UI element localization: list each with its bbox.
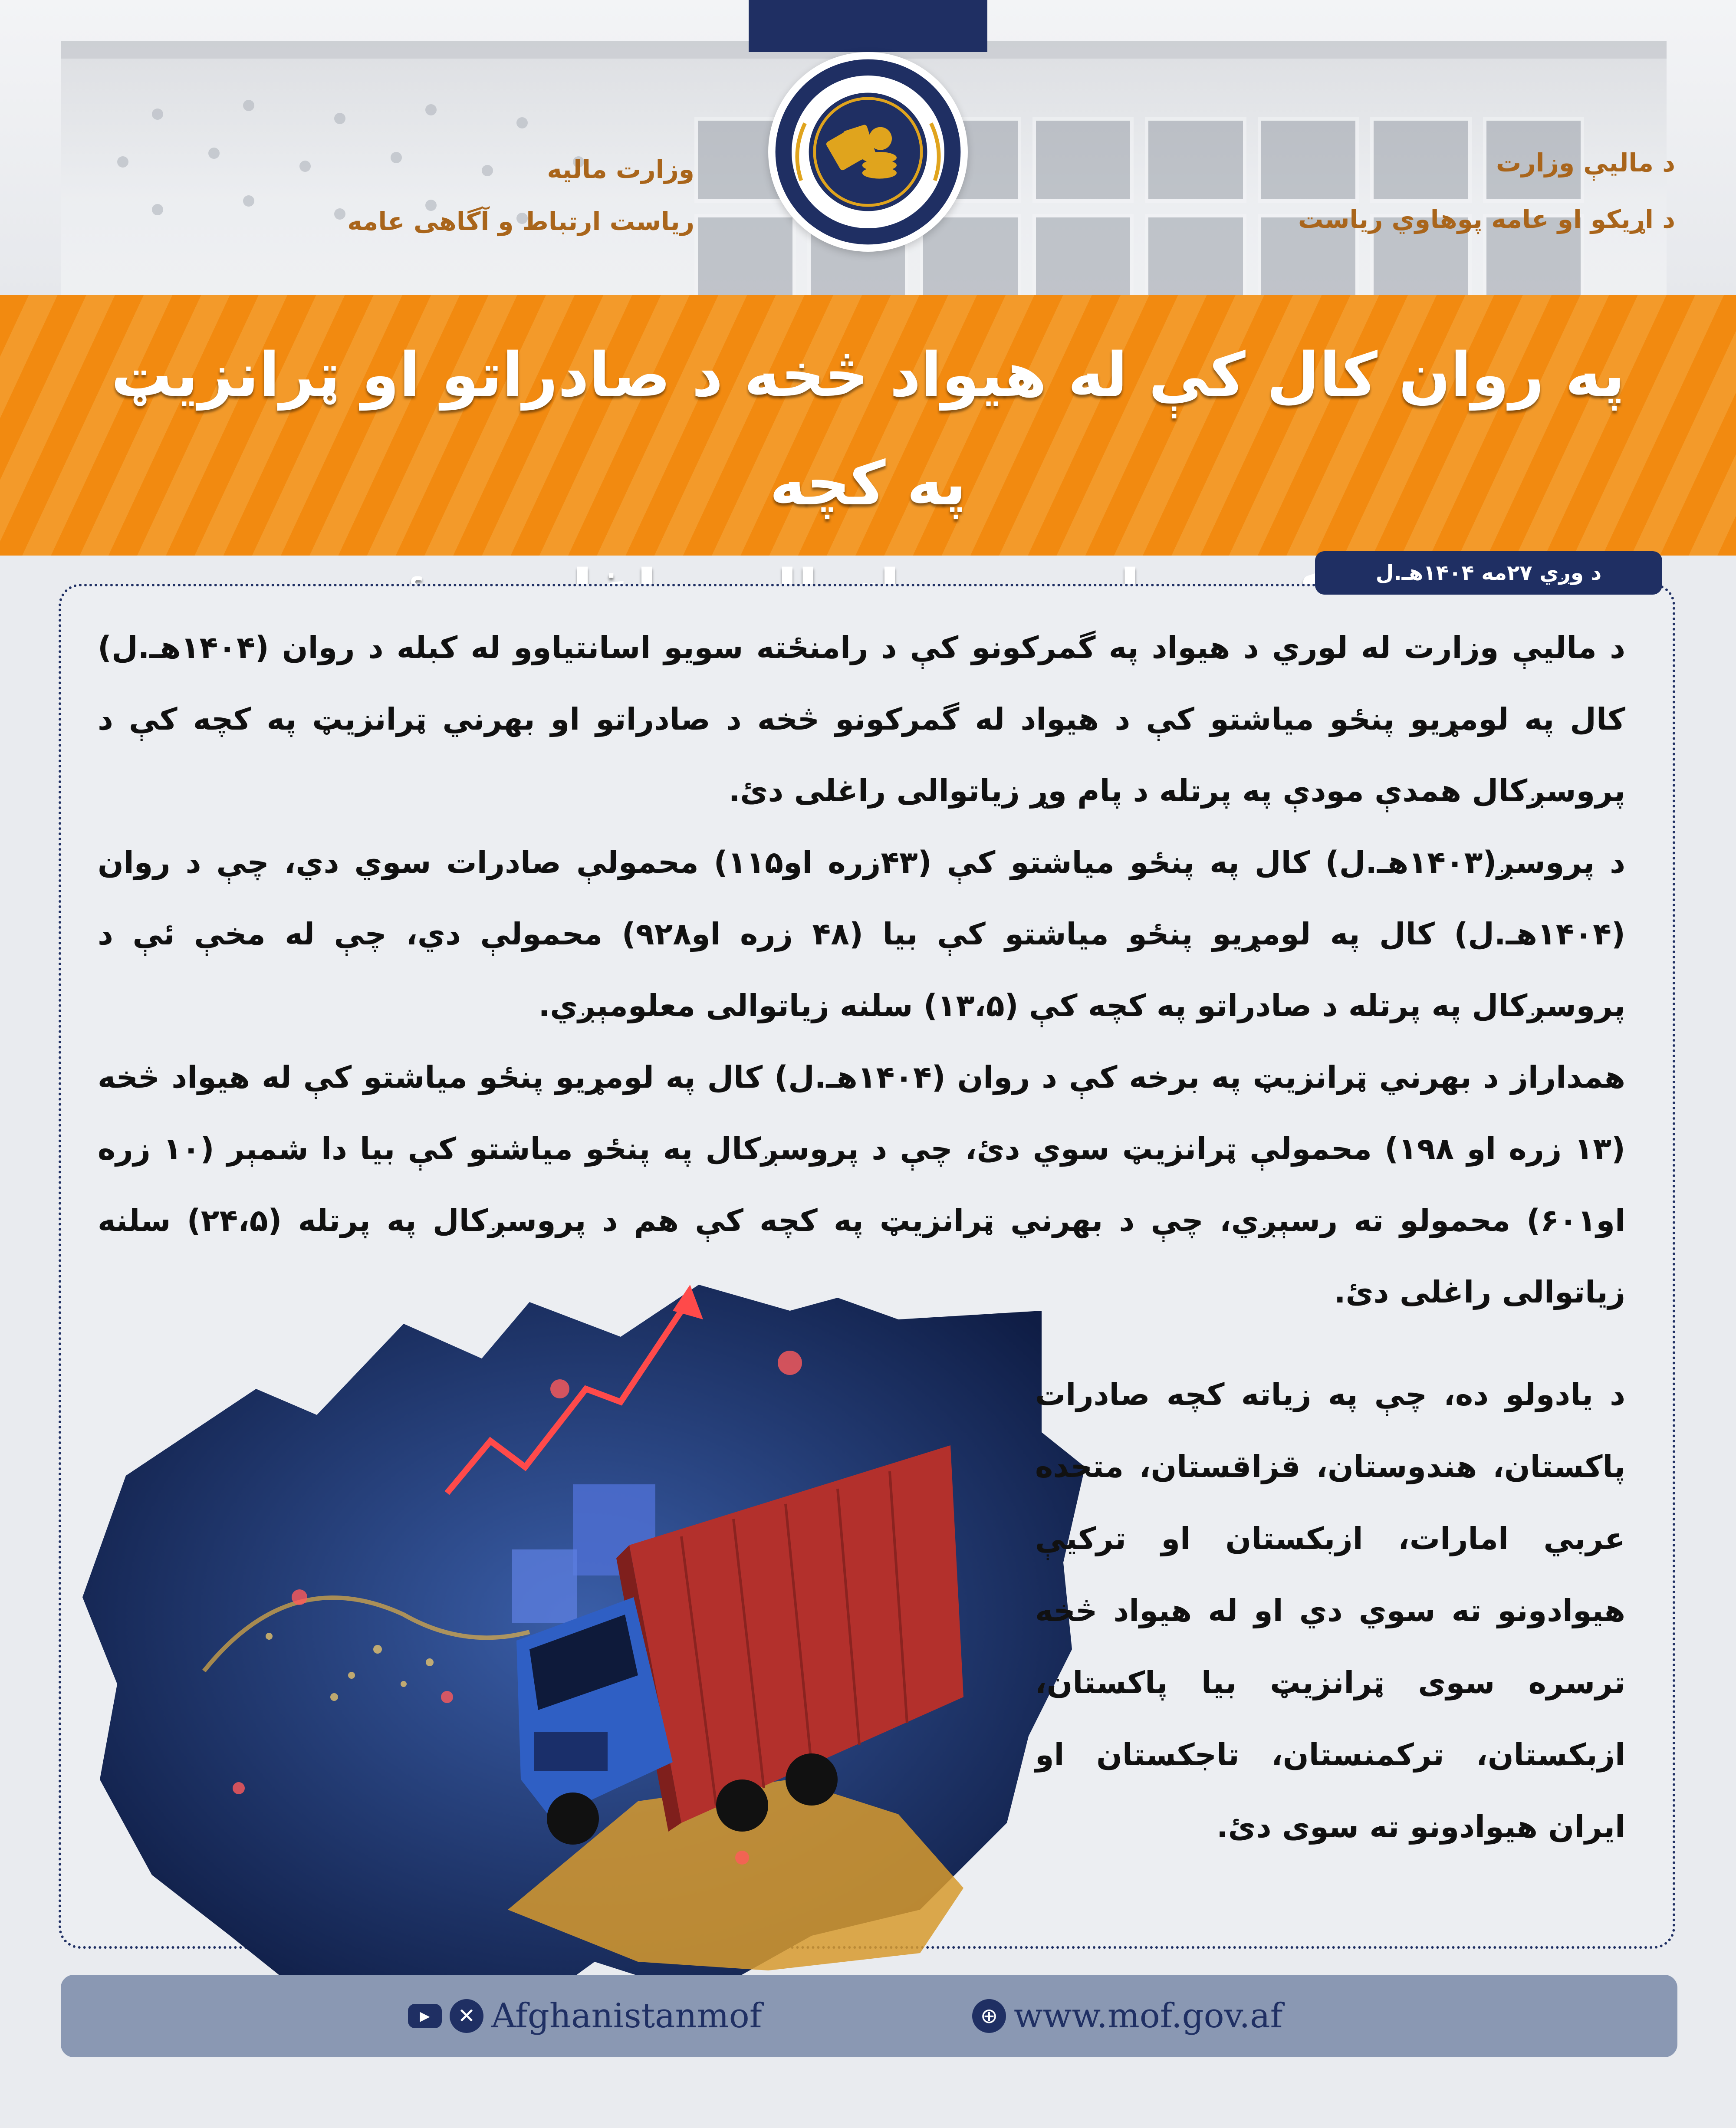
paragraph-3: همداراز د بهرني ټرانزیټ په برخه کې د روان (۱۴۰۴هـ.ل) کال په لومړیو پنځو میاشتو کې له هیواد څخه (۱۳ زره او ۱۹۸) محمولې ټرانزیټ سوي دئ، چې د پروسږکال په پنځو میاشتو کې بیا دا شمېر (۱۰ زره او۶۰۱) محمولو ته رسېږي، چې د بهرني ټرانزیټ په کچه کې هم د پروسږکال په پرتله (۲۴،۵) سلنه زیاتوالی راغلی دئ. bbox=[98, 1059, 1625, 1310]
title-line1: په روان کال کې له هیواد څخه د صادراتو او ټرانزیټ په کچه bbox=[111, 340, 1625, 519]
dept-left-line2: ریاست ارتباط و آگاهی عامه bbox=[347, 207, 694, 236]
globe-icon: ⊕ bbox=[972, 1999, 1006, 2033]
article-closing-paragraph bbox=[1035, 1358, 1625, 1863]
dept-right-line1: د مالیې وزارت bbox=[1496, 148, 1675, 178]
paragraph-1: د مالیې وزارت له لوري د هیواد په گمرکونو کې د رامنځته سویو اسانتیاوو له کبله د روان (۱۴۰۴هـ.ل) کال په لومړیو پنځو میاشتو کې د هیواد له گمرکونو څخه د صادراتو او بهرني ټرانزیټ په کچه کې د پروسږکال همدې مودې په پرتله د پام وړ زیاتوالی راغلی دئ. bbox=[98, 630, 1625, 809]
footer-bar bbox=[61, 1975, 1677, 2057]
paragraph-2: د پروسږ(۱۴۰۳هـ.ل) کال په پنځو میاشتو کې (۴۳زره او۱۱۵) محمولې صادرات سوي دي، چې د روان (۱۴۰۴هـ.ل) کال په لومړیو پنځو میاشتو کې بیا (۴۸ زره او۹۲۸) محمولې دي، چې له مخې ئې د پروسږکال په پرتله د صادراتو په کچه کې (۱۳،۵) سلنه زیاتوالی معلومېږي. bbox=[98, 845, 1626, 1023]
website-link[interactable] bbox=[972, 1975, 1283, 2057]
date-label: د وږي ۲۷مه ۱۴۰۴هـ.ل bbox=[1315, 551, 1662, 595]
paragraph-4: د یادولو ده، چې په زیاته کچه صادرات پاکستان، هندوستان، قزاقستان، متحده عربي امارات، ازبکستان او ترکیې هیوادونو ته سوي دي او له هیواد څخه ترسره سوی ټرانزیټ بیا پاکستان، ازبکستان، ترکمنستان، تاجکستان او ایران هیوادونو ته سوی دئ. bbox=[1035, 1377, 1625, 1845]
title-banner bbox=[0, 295, 1736, 556]
website-url[interactable]: www.mof.gov.af bbox=[1014, 1996, 1283, 2036]
truck-map-illustration bbox=[74, 1259, 1089, 2049]
department-title-pashto bbox=[1298, 135, 1675, 247]
dept-right-line2: د اړیکو او عامه پوهاوي ریاست bbox=[1298, 204, 1675, 234]
social-links[interactable] bbox=[408, 1975, 762, 2057]
article-body bbox=[98, 612, 1625, 1328]
coin-emblem-icon bbox=[773, 56, 963, 247]
youtube-icon[interactable]: ▶ bbox=[408, 2004, 442, 2028]
ministry-logo bbox=[768, 52, 968, 252]
x-twitter-icon[interactable]: ✕ bbox=[450, 1999, 483, 2033]
logo-top-band bbox=[749, 0, 987, 52]
social-handle[interactable]: Afghanistanmof bbox=[491, 1996, 762, 2036]
dept-left-line1: وزارت مالیه bbox=[547, 155, 694, 184]
department-title-dari bbox=[347, 143, 694, 247]
